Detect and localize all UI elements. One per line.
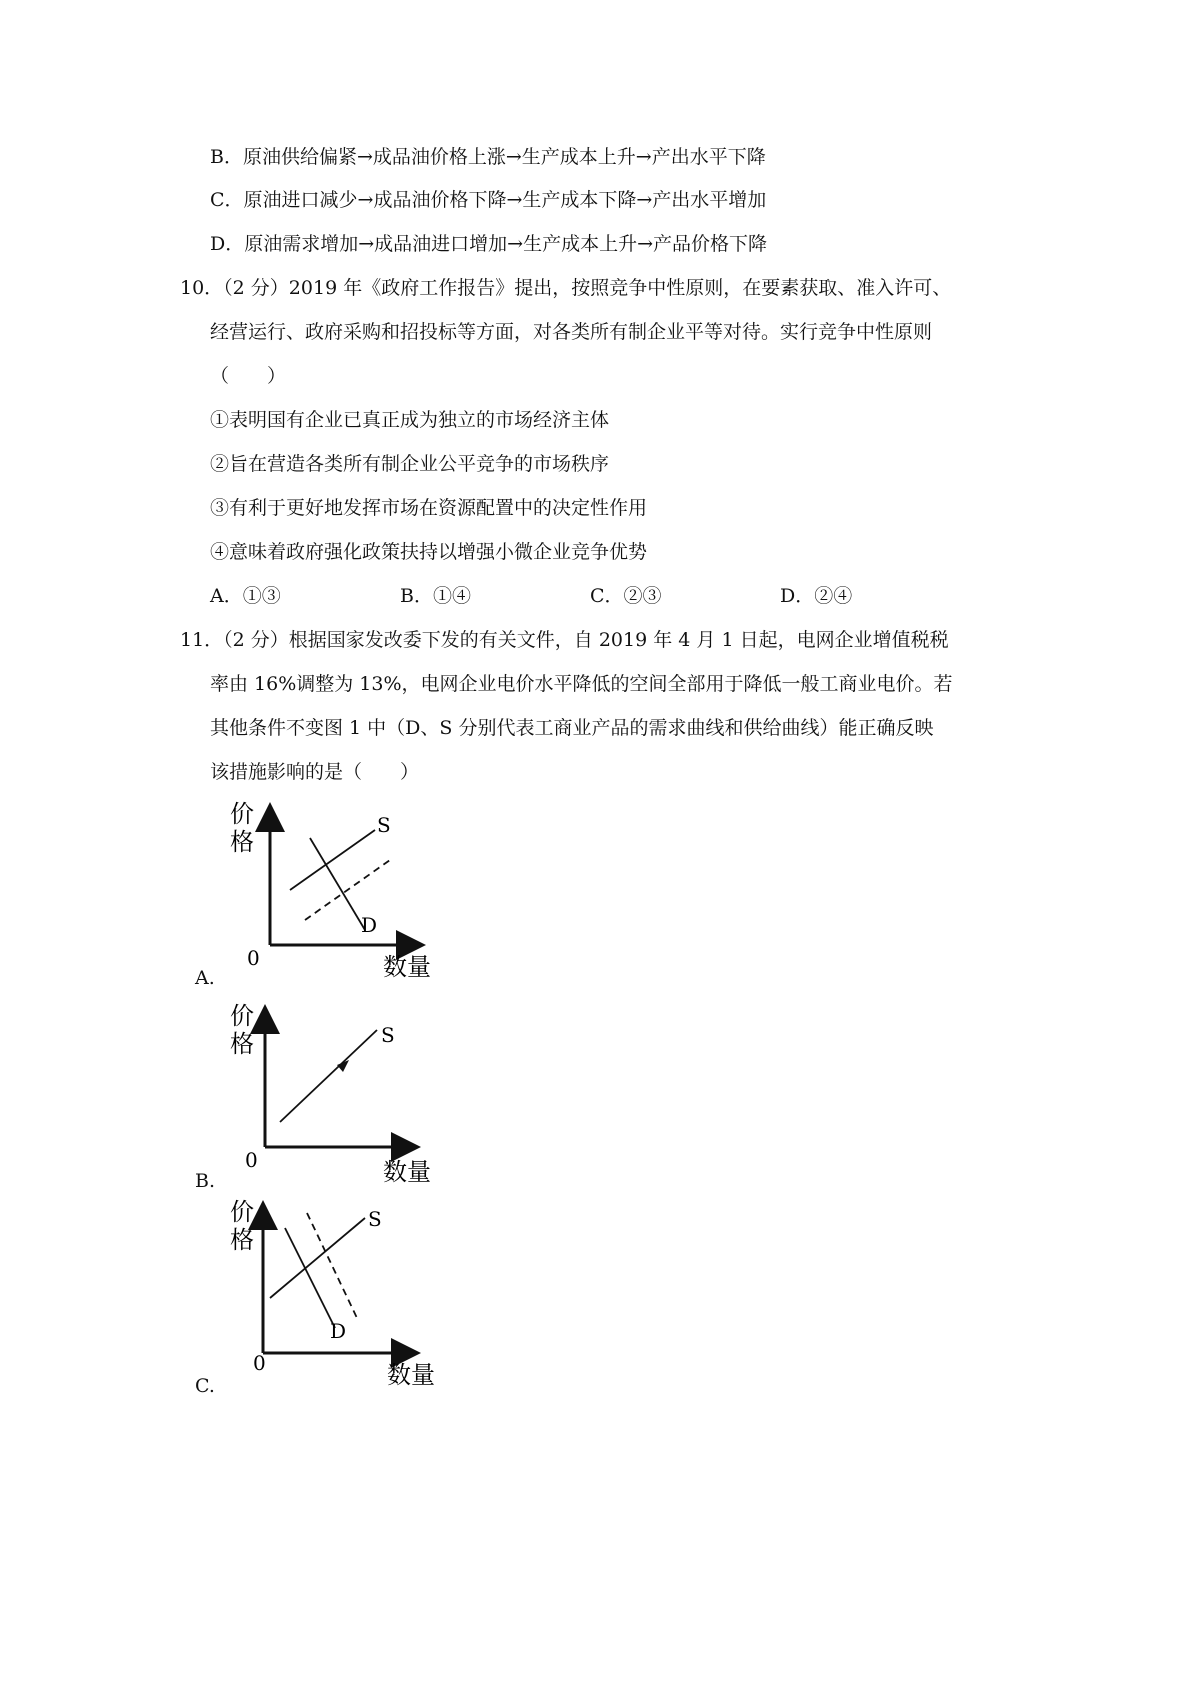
demand-label: D	[361, 913, 378, 937]
q11-stem-line4: 该措施影响的是（ ）	[210, 761, 420, 783]
q10-answer-blank: （ ）	[210, 365, 287, 387]
origin-label: 0	[247, 946, 260, 970]
supply-curve	[290, 830, 375, 890]
y-axis-label-2: 格	[230, 828, 254, 856]
q10-statement-1: ①表明国有企业已真正成为独立的市场经济主体	[210, 409, 610, 431]
x-axis-label: 数量	[383, 953, 431, 981]
y-axis-label-1: 价	[230, 800, 254, 828]
q10-stem-line2: 经营运行、政府采购和招投标等方面，对各类所有制企业平等对待。实行竞争中性原则	[210, 321, 933, 343]
q11-choice-b: B.	[195, 1170, 216, 1192]
q11-choice-a: A.	[195, 967, 215, 989]
supply-curve	[270, 1218, 365, 1298]
demand-label: D	[330, 1319, 347, 1343]
y-axis-label-1: 价	[230, 1198, 254, 1226]
figure-c	[225, 1198, 455, 1393]
supply-curve-shifted	[305, 860, 390, 920]
supply-label: S	[381, 1023, 395, 1047]
origin-label: 0	[245, 1148, 258, 1172]
q11-choice-c: C.	[195, 1375, 215, 1397]
q10-choice-c: C．②③	[590, 585, 662, 607]
q10-choice-d: D．②④	[780, 585, 853, 607]
q10-statement-4: ④意味着政府强化政策扶持以增强小微企业竞争优势	[210, 541, 648, 563]
q9-option-b: B．原油供给偏紧→成品油价格上涨→生产成本上升→产出水平下降	[210, 146, 766, 168]
q9-option-c: C．原油进口减少→成品油价格下降→生产成本下降→产出水平增加	[210, 189, 767, 211]
y-axis-label-2: 格	[230, 1226, 254, 1254]
supply-label: S	[377, 813, 391, 837]
figure-b	[225, 1002, 455, 1187]
q11-stem-line3: 其他条件不变图 1 中（D、S 分别代表工商业产品的需求曲线和供给曲线）能正确反映	[210, 717, 934, 739]
q9-option-d: D．原油需求增加→成品油进口增加→生产成本上升→产品价格下降	[210, 233, 767, 255]
q10-statement-2: ②旨在营造各类所有制企业公平竞争的市场秩序	[210, 453, 610, 475]
supply-label: S	[368, 1207, 382, 1231]
demand-curve-shifted	[307, 1213, 357, 1318]
x-axis-label: 数量	[387, 1361, 435, 1389]
figure-a	[225, 800, 455, 985]
q10-choice-b: B．①④	[400, 585, 471, 607]
q10-statement-3: ③有利于更好地发挥市场在资源配置中的决定性作用	[210, 497, 648, 519]
y-axis-label-1: 价	[230, 1002, 254, 1030]
q10-stem-line1: 10．（2 分）2019 年《政府工作报告》提出，按照竞争中性原则，在要素获取、准入许可、	[180, 277, 952, 299]
supply-curve	[280, 1030, 377, 1122]
q11-stem-line2: 率由 16%调整为 13%，电网企业电价水平降低的空间全部用于降低一般工商业电价。若	[210, 673, 953, 695]
origin-label: 0	[253, 1351, 266, 1375]
q11-stem-line1: 11．（2 分）根据国家发改委下发的有关文件，自 2019 年 4 月 1 日起，电网企业增值税税	[180, 629, 949, 651]
x-axis-label: 数量	[383, 1158, 431, 1186]
q10-choice-a: A．①③	[210, 585, 281, 607]
y-axis-label-2: 格	[230, 1030, 254, 1058]
